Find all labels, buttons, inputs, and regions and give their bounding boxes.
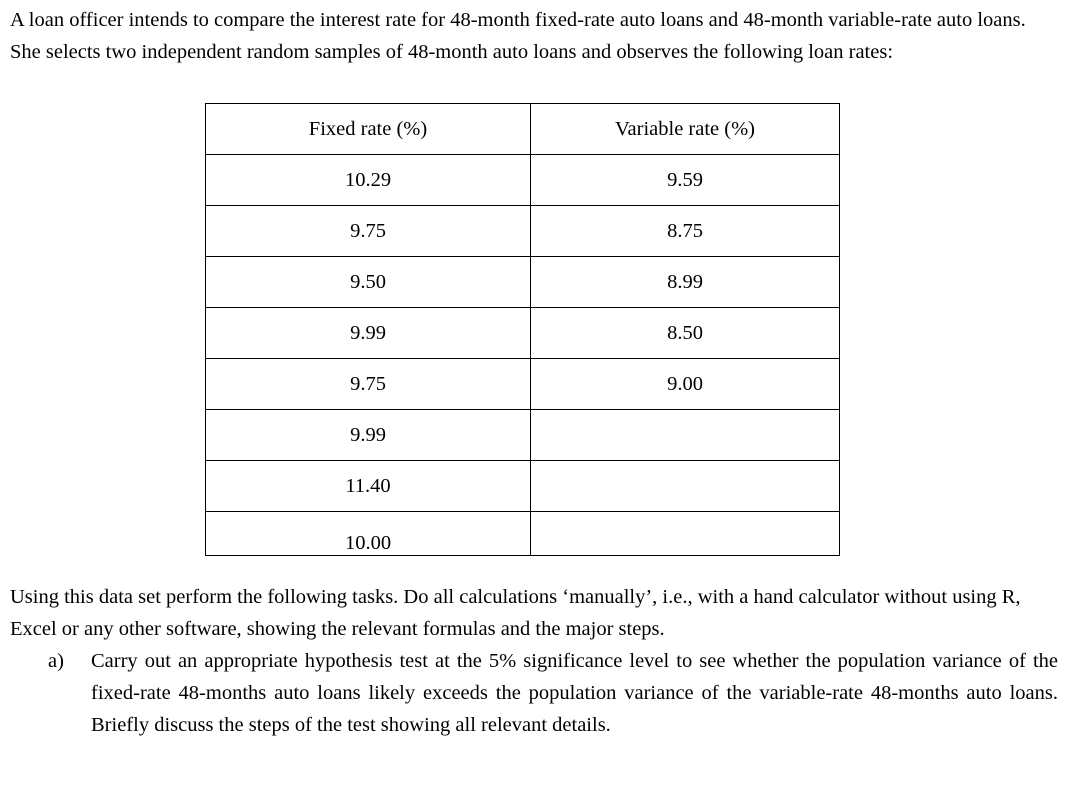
column-header-fixed-rate: Fixed rate (%) (206, 104, 531, 155)
intro-paragraph: A loan officer intends to compare the interest rate for 48-month fixed-rate auto loans and 48-month variable-rate auto loans. She selects two independent random samples of 48-month auto loans and observes the following loan rates: (10, 9, 1026, 63)
column-header-variable-rate: Variable rate (%) (531, 104, 840, 155)
task-marker: a) (48, 650, 64, 672)
variable-rate-cell (531, 461, 840, 512)
fixed-rate-cell: 9.75 (206, 359, 531, 410)
variable-rate-cell: 9.00 (531, 359, 840, 410)
task-item-a (48, 645, 1058, 741)
fixed-rate-cell: 11.40 (206, 461, 531, 512)
instructions-paragraph: Using this data set perform the following tasks. Do all calculations ‘manually’, i.e., with a hand calculator without using R, Excel or any other software, showing the relevant formulas and the major steps. (10, 586, 1021, 640)
table-row (206, 512, 840, 556)
fixed-rate-cell: 9.75 (206, 206, 531, 257)
variable-rate-cell: 8.99 (531, 257, 840, 308)
variable-rate-cell (531, 410, 840, 461)
loan-rates-table (205, 103, 840, 556)
variable-rate-cell: 8.75 (531, 206, 840, 257)
table-row (206, 461, 840, 512)
variable-rate-cell: 9.59 (531, 155, 840, 206)
table-row (206, 410, 840, 461)
table-row (206, 257, 840, 308)
table-row (206, 206, 840, 257)
fixed-rate-cell: 9.99 (206, 308, 531, 359)
table-header-row (206, 104, 840, 155)
fixed-rate-cell: 10.00 (206, 512, 531, 556)
fixed-rate-cell: 9.99 (206, 410, 531, 461)
fixed-rate-cell: 9.50 (206, 257, 531, 308)
table-row (206, 155, 840, 206)
table-row (206, 308, 840, 359)
table-row (206, 359, 840, 410)
task-text: Carry out an appropriate hypothesis test at the 5% significance level to see whether the population variance of the fixed-rate 48-months auto loans likely exceeds the population variance of the variable-rate 48-months auto loans. Briefly discuss the steps of the test showing all relevant details. (91, 650, 1058, 736)
variable-rate-cell (531, 512, 840, 556)
fixed-rate-cell: 10.29 (206, 155, 531, 206)
variable-rate-cell: 8.50 (531, 308, 840, 359)
